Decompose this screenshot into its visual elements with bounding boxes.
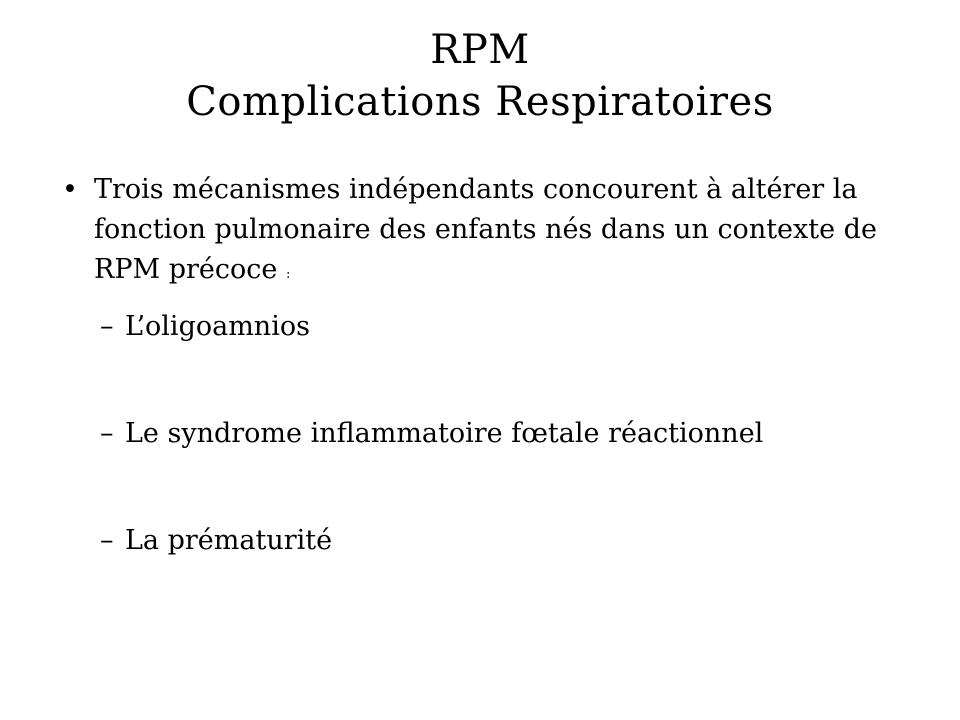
dash-marker: – [100, 311, 114, 342]
sub-bullet-text: La prématurité [125, 525, 333, 556]
dash-marker: – [100, 418, 114, 449]
sub-bullet-item [60, 414, 920, 454]
title-line-2: Complications Respiratoires [186, 79, 774, 125]
bullet-marker: • [62, 174, 78, 205]
main-bullet [60, 170, 920, 295]
dash-marker: – [100, 525, 114, 556]
bullet-body: Trois mécanismes indépendants concourent à altérer la fonction pulmonaire des enfants nés dans un contexte de RPM précoce [94, 174, 877, 285]
sub-bullet-item [60, 521, 920, 561]
sub-bullet-item [60, 307, 920, 347]
slide-title [60, 24, 900, 128]
bullet-colon: : [285, 267, 291, 282]
main-bullet-text [94, 174, 877, 285]
title-line-1: RPM [430, 27, 530, 73]
slide-body [60, 170, 920, 628]
sub-bullet-list [60, 307, 920, 561]
sub-bullet-text: L’oligoamnios [125, 311, 310, 342]
sub-bullet-text: Le syndrome inflammatoire fœtale réactionnel [125, 418, 764, 449]
